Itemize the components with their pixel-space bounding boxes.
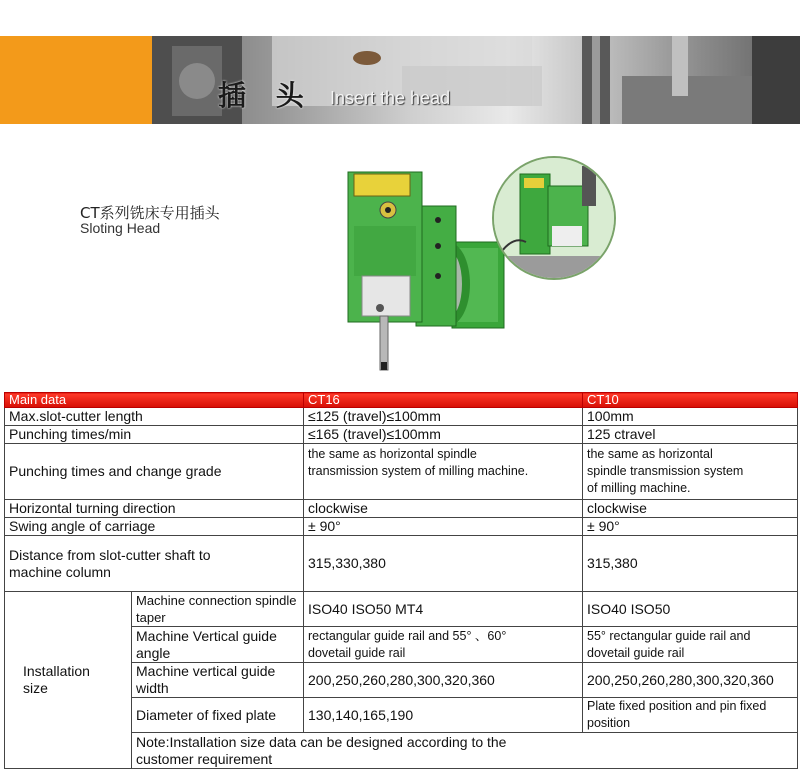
ct10-value: ± 90° <box>583 518 798 536</box>
ct16-value: ± 90° <box>304 518 583 536</box>
ct16-value: ≤125 (travel)≤100mm <box>304 408 583 426</box>
installation-label-line: size <box>23 680 48 696</box>
ct10-line: dovetail guide rail <box>587 645 685 660</box>
ct16-value: clockwise <box>304 500 583 518</box>
header-main-data: Main data <box>5 393 304 408</box>
row-label: Max.slot-cutter length <box>5 408 304 426</box>
installation-label-line: Installation <box>23 663 90 679</box>
row-label-line: machine column <box>9 563 111 580</box>
note-line: customer requirement <box>136 750 273 767</box>
table-row <box>5 444 798 500</box>
ct10-value: 200,250,260,280,300,320,360 <box>583 663 798 698</box>
installation-note <box>132 733 798 769</box>
ct10-value: 125 ctravel <box>583 426 798 444</box>
product-name-en: Sloting Head <box>80 220 161 236</box>
banner-title-en: Insert the head <box>330 88 451 108</box>
ct16-value: 200,250,260,280,300,320,360 <box>304 663 583 698</box>
ct16-line: the same as horizontal spindle <box>308 447 477 461</box>
ct10-value: 315,380 <box>583 536 798 592</box>
slotting-head-inset-image <box>492 156 616 280</box>
table-row <box>5 408 798 426</box>
ct10-line: of milling machine. <box>587 481 691 495</box>
header-ct10: CT10 <box>583 393 798 408</box>
table-row <box>5 500 798 518</box>
row-label <box>5 536 304 592</box>
row-label: Horizontal turning direction <box>5 500 304 518</box>
ct16-value: ISO40 ISO50 MT4 <box>304 592 583 627</box>
sub-row-label: Machine vertical guide width <box>132 663 304 698</box>
ct10-value <box>583 444 798 500</box>
sub-row-label: Machine Vertical guide angle <box>132 627 304 663</box>
table-header-row <box>5 393 798 408</box>
installation-size-label <box>5 592 132 769</box>
slotting-head-image <box>340 166 510 378</box>
sub-row-label: Diameter of fixed plate <box>132 698 304 733</box>
row-label: Punching times/min <box>5 426 304 444</box>
table-row <box>5 592 798 627</box>
ct10-value: ISO40 ISO50 <box>583 592 798 627</box>
ct10-value: Plate fixed position and pin fixed position <box>583 698 798 733</box>
ct10-line: spindle transmission system <box>587 464 744 478</box>
sub-row-label: Machine connection spindle taper <box>132 592 304 627</box>
ct16-value <box>304 627 583 663</box>
product-name-cn: CT系列铣床专用插头 <box>80 204 220 222</box>
row-label-line: Distance from slot-cutter shaft to <box>9 546 211 563</box>
table-row <box>5 536 798 592</box>
ct10-line: 55° rectangular guide rail and <box>587 628 751 643</box>
banner-accent-block <box>0 36 152 124</box>
ct10-value: clockwise <box>583 500 798 518</box>
ct10-value <box>583 627 798 663</box>
ct16-line: dovetail guide rail <box>308 645 406 660</box>
table-row <box>5 426 798 444</box>
note-line: Note:Installation size data can be designed according to the <box>136 733 507 750</box>
ct16-value: 315,330,380 <box>304 536 583 592</box>
ct16-line: rectangular guide rail and 55° 、60° <box>308 628 507 643</box>
row-label: Swing angle of carriage <box>5 518 304 536</box>
banner-title-cn: 插 头 <box>218 79 314 112</box>
row-label: Punching times and change grade <box>5 444 304 500</box>
ct16-value: 130,140,165,190 <box>304 698 583 733</box>
ct16-value: ≤165 (travel)≤100mm <box>304 426 583 444</box>
header-ct16: CT16 <box>304 393 583 408</box>
table-row <box>5 518 798 536</box>
spec-table <box>4 392 798 769</box>
ct16-value <box>304 444 583 500</box>
ct10-line: the same as horizontal <box>587 447 713 461</box>
header-banner <box>0 36 800 124</box>
ct10-value: 100mm <box>583 408 798 426</box>
ct16-line: transmission system of milling machine. <box>308 464 529 478</box>
